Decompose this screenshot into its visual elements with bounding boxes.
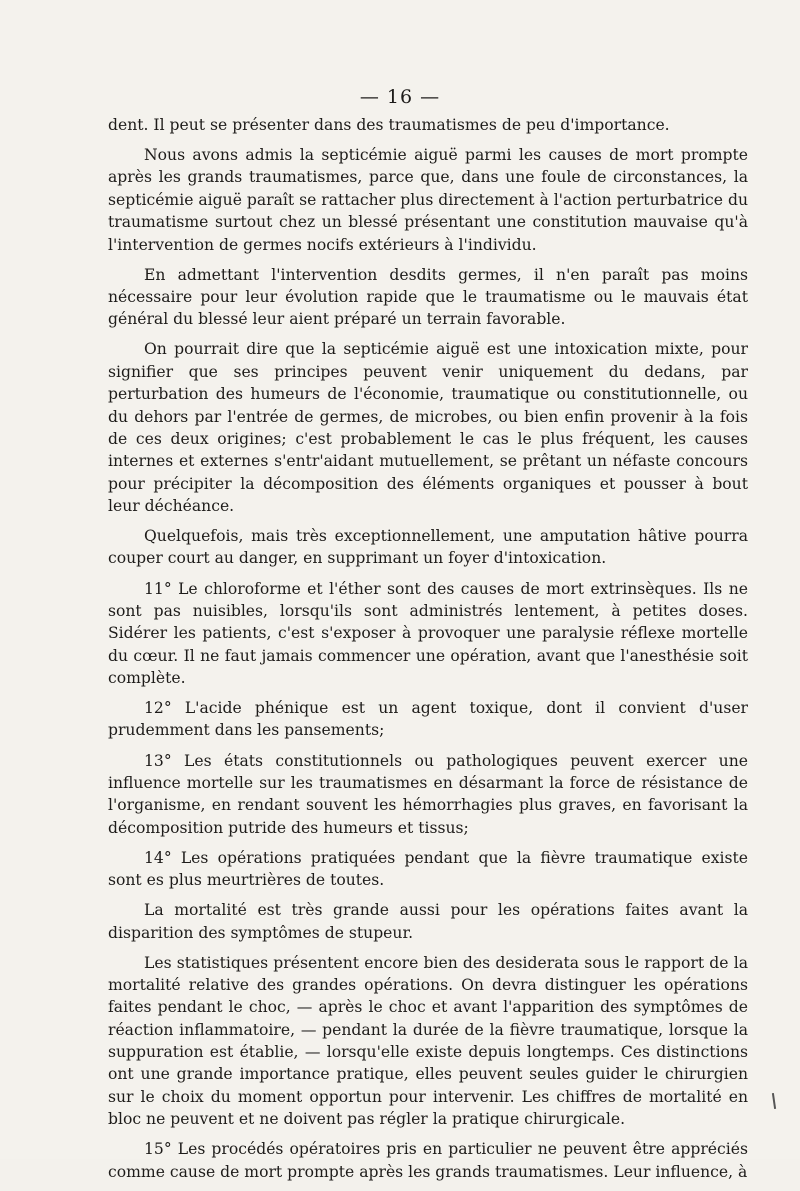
page-number: — 16 — — [359, 86, 441, 108]
margin-mark — [772, 1093, 776, 1109]
paragraph-septicemie: Nous avons admis la septicémie aiguë parmi les causes de mort prompte après les grands traumatismes, parce que, dans une foule de circonstances, la septicémie aiguë paraît se rattacher plus directement à l'action perturbatrice du traumatisme surtout chez un blessé présentant une constitution mauvaise qu'à l'intervention de germes nocifs extérieurs à l'individu. — [108, 146, 748, 254]
paragraph-amputation: Quelquefois, mais très exceptionnellement, une amputation hâtive pourra couper court au danger, en supprimant un foyer d'intoxication. — [108, 527, 748, 568]
paragraph-item-12: 12° L'acide phénique est un agent toxique, dont il convient d'user prudemment dans les pansements; — [108, 699, 748, 740]
paragraph-intoxication-mixte: On pourrait dire que la septicémie aiguë est une intoxication mixte, pour signifier que ses principes peuvent venir uniquement du dedans, par perturbation des humeurs de l'économie, traumatique ou constitutionnelle, ou du dehors par l'entrée de germes, de microbes, ou bien enfin provenir à la fois de ces deux origines; c'est probablement le cas le plus fréquent, les causes internes et externes s'entr'aidant mutuellement, se prêtant un néfaste concours pour précipiter la décomposition des éléments organiques et pousser à bout leur déchéance. — [108, 340, 748, 515]
paragraph-statistiques: Les statistiques présentent encore bien des desiderata sous le rapport de la mortalité relative des grandes opérations. On devra distinguer les opérations faites pendant le choc, — après le choc et avant l'apparition des symptômes de réaction inflammatoire, — pendant la durée de la fièvre traumatique, lorsque la suppuration est établie, — lorsqu'elle existe depuis longtemps. Ces distinctions ont une grande importance pratique, elles peuvent seules guider le chirurgien sur le choix du moment opportun pour intervenir. Les chiffres de mortalité en bloc ne peuvent et ne doivent pas régler la pratique chirurgicale. — [108, 953, 748, 1129]
body-text — [108, 114, 748, 1191]
paragraph-continuation: dent. Il peut se présenter dans des traumatismes de peu d'importance. — [108, 116, 670, 134]
paragraph-item-11: 11° Le chloroforme et l'éther sont des causes de mort extrinsèques. Ils ne sont pas nuisibles, lorsqu'ils sont administrés lentement, à petites doses. Sidérer les patients, c'est s'exposer à provoquer une paralysie réflexe mortelle du cœur. Il ne faut jamais commencer une opération, avant que l'anesthésie soit complète. — [108, 579, 748, 687]
paragraph-item-15: 15° Les procédés opératoires pris en particulier ne peuvent être appréciés comme cause de mort prompte après les grands traumatismes. Leur influence, à — [108, 1140, 748, 1181]
paragraph-stupeur: La mortalité est très grande aussi pour les opérations faites avant la disparition des symptômes de stupeur. — [108, 901, 748, 942]
paragraph-item-14: 14° Les opérations pratiquées pendant que la fièvre traumatique existe sont es plus meurtrières de toutes. — [108, 848, 748, 890]
paragraph-germes: En admettant l'intervention desdits germes, il n'en paraît pas moins nécessaire pour leur évolution rapide que le traumatisme ou le mauvais état général du blessé leur aient préparé un terrain favorable. — [108, 265, 748, 329]
paragraph-item-13: 13° Les états constitutionnels ou pathologiques peuvent exercer une influence mortelle sur les traumatismes en désarmant la force de résistance de l'organisme, en rendant souvent les hémorrhagies plus graves, en favorisant la décomposition putride des humeurs et tissus; — [108, 751, 748, 837]
